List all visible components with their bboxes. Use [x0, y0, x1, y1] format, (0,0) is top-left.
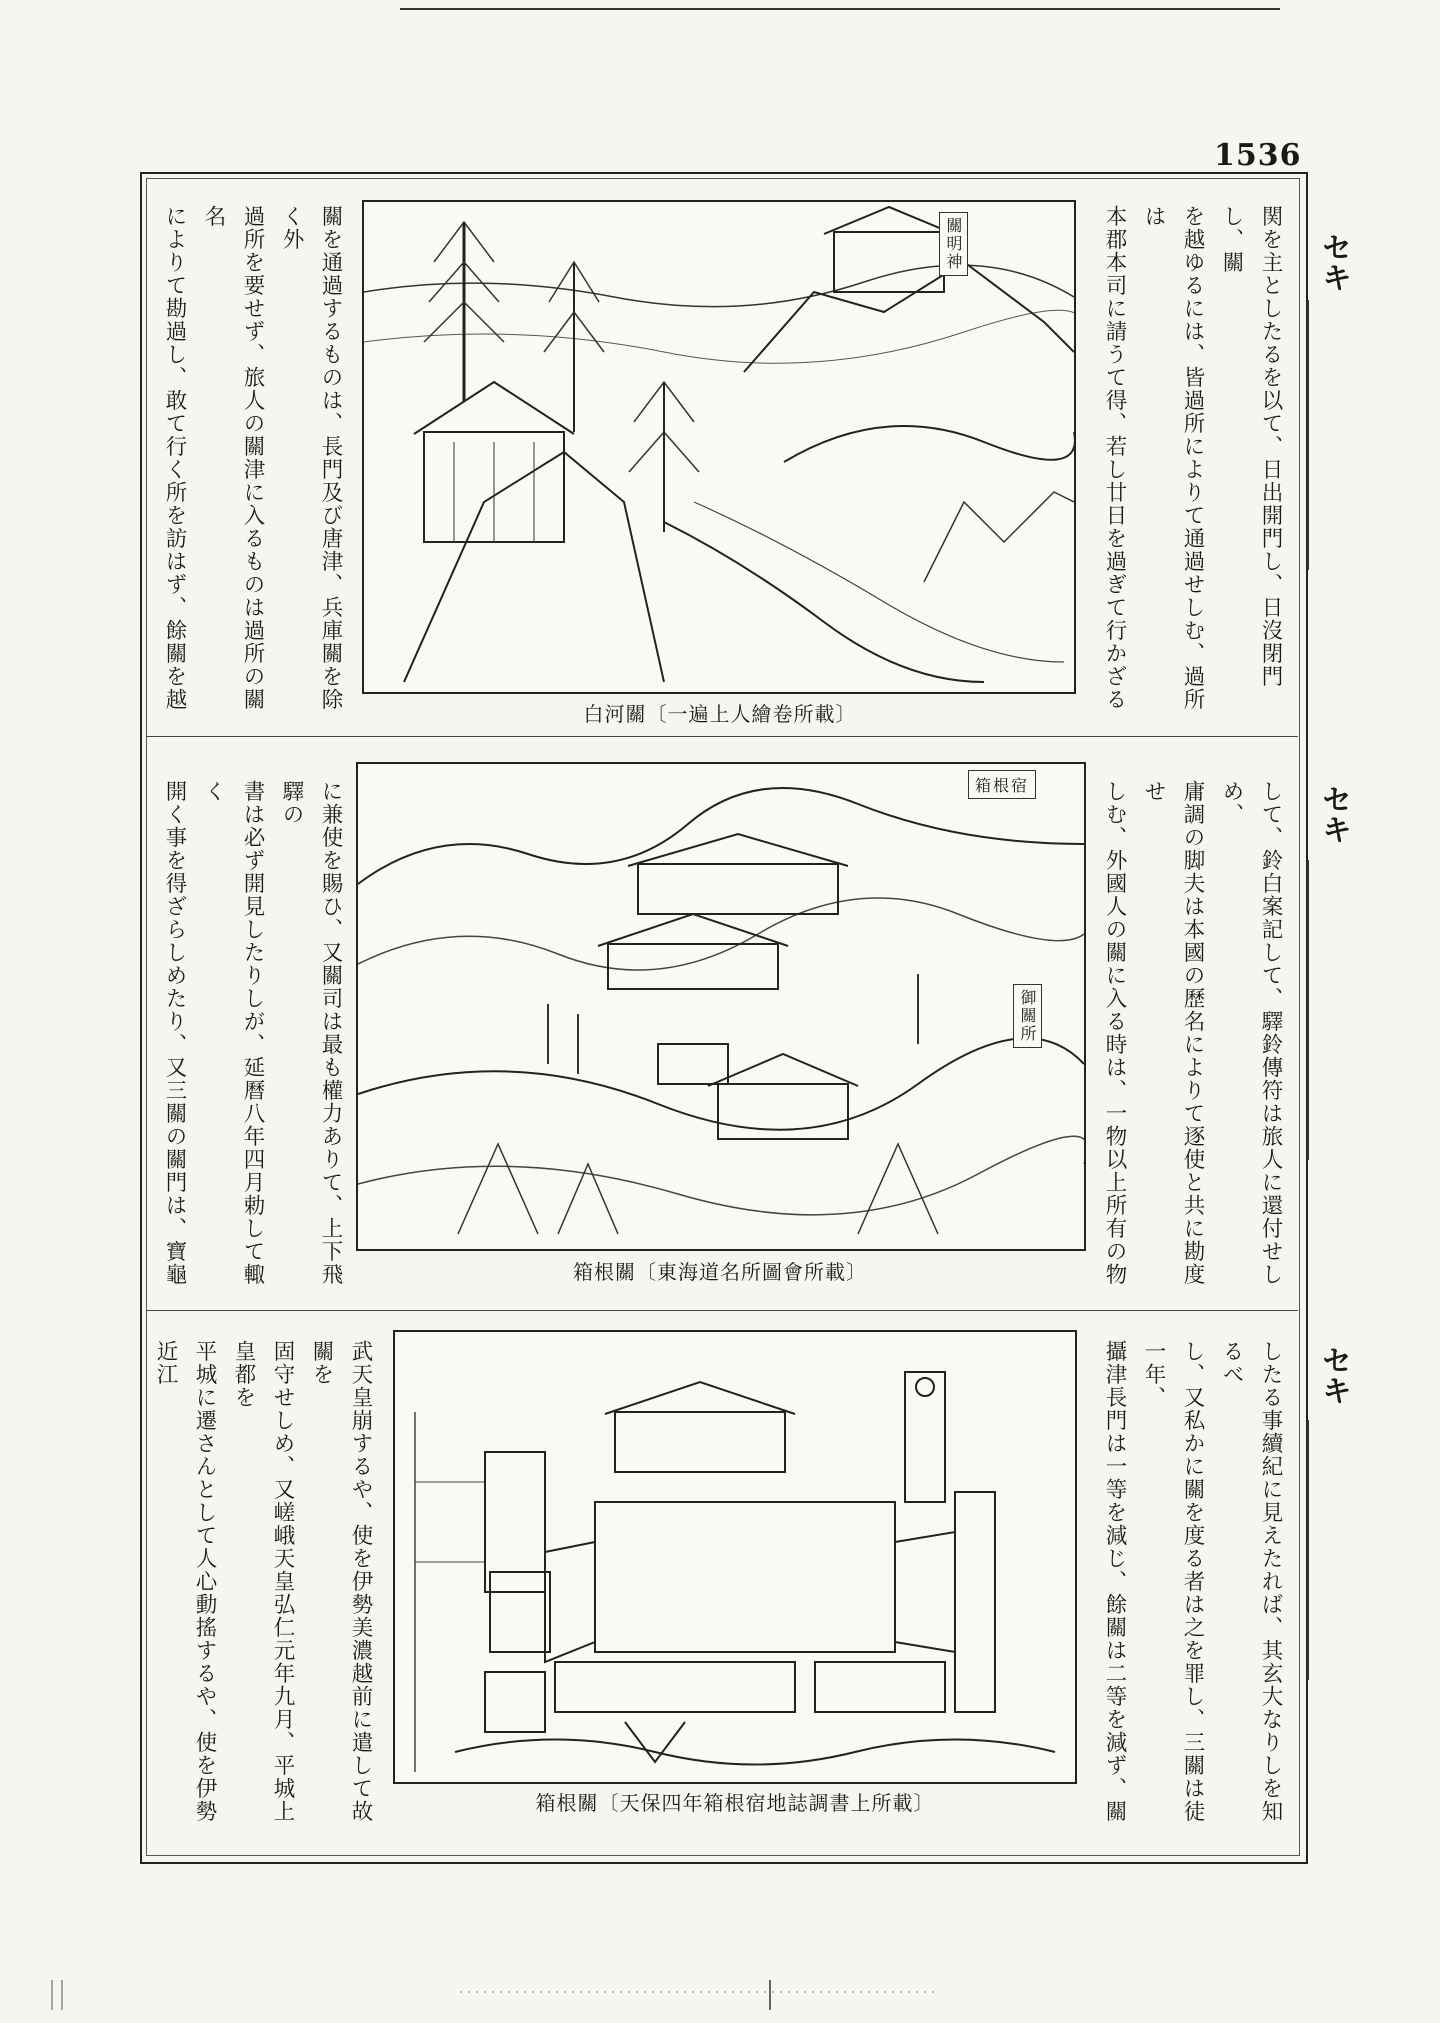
figure-shirakawa-barrier	[362, 200, 1076, 694]
figure-caption: 箱根關〔東海道名所圖會所載〕	[573, 1260, 867, 1284]
side-tab: セキ	[1316, 784, 1351, 844]
text-line: 攝津長門は一等を減じ、餘關は二等を減ず、關	[1102, 1340, 1127, 1823]
text-line: 固守せしめ、又嵯峨天皇弘仁元年九月、平城上皇都を	[231, 1340, 295, 1823]
section2-right-text	[1090, 780, 1290, 1300]
side-tab: セキ	[1316, 1345, 1351, 1405]
side-tab-bar	[1307, 1420, 1309, 1680]
band-divider	[146, 736, 1298, 737]
figure-hakone-barrier-plan	[393, 1330, 1077, 1784]
text-line: し、又私かに關を度る者は之を罪し、三關は徒一年、	[1141, 1340, 1205, 1823]
text-line: しむ、外國人の關に入る時は、一物以上所有の物	[1102, 780, 1127, 1286]
band-divider	[146, 1310, 1298, 1311]
section3-left-text	[150, 1340, 380, 1840]
text-line: したる事續紀に見えたれば、其玄大なりしを知るべ	[1219, 1340, 1283, 1823]
text-line: によりて勘過し、敢て行く所を訪はず、餘關を越	[162, 205, 187, 711]
figure-caption: 箱根關〔天保四年箱根宿地誌調書上所載〕	[535, 1791, 935, 1815]
text-line: 書は必ず開見したりしが、延曆八年四月勅して輙く	[201, 780, 265, 1286]
text-line: して、鈴白案記して、驛鈴傳符は旅人に還付せしめ、	[1219, 780, 1283, 1286]
text-line: を越ゆるには、皆過所によりて通過せしむ、過所は	[1141, 205, 1205, 711]
figure-label: 御關所	[1013, 984, 1042, 1048]
village-illustration	[358, 764, 1084, 1249]
plan-illustration	[395, 1332, 1075, 1782]
text-line: 武天皇崩するや、使を伊勢美濃越前に遣して故關を	[309, 1340, 373, 1823]
text-line: 關を通過するものは、長門及び唐津、兵庫關を除く外	[279, 205, 343, 711]
figure-caption: 白河關〔一遍上人繪卷所載〕	[583, 702, 857, 726]
page-number: 1536	[1214, 138, 1302, 173]
side-tab: セキ	[1316, 232, 1351, 292]
figure-hakone-barrier-meisho	[356, 762, 1086, 1251]
section3-right-text	[1090, 1340, 1290, 1840]
text-line: に兼使を賜ひ、又關司は最も權力ありて、上下飛驛の	[279, 780, 343, 1286]
text-line: 平城に遷さんとして人心動搖するや、使を伊勢近江	[153, 1340, 217, 1823]
side-tab-bar	[1307, 300, 1309, 570]
section1-left-text	[150, 205, 350, 725]
text-line: 過所を要せず、旅人の關津に入るものは過所の關名	[201, 205, 265, 711]
figure-label: 關明神	[939, 212, 968, 276]
text-line: 庸調の脚夫は本國の歷名によりて逐使と共に勘度せ	[1141, 780, 1205, 1286]
section1-right-text	[1090, 205, 1290, 725]
section2-left-text	[150, 780, 350, 1300]
text-line: 開く事を得ざらしめたり、又三關の關門は、寶龜	[162, 780, 187, 1286]
top-rule	[400, 8, 1280, 10]
figure-label: 箱根宿	[968, 770, 1036, 799]
text-line: 本郡本司に請うて得、若し廿日を過ぎて行かざる	[1102, 205, 1127, 711]
side-tab-bar	[1307, 860, 1309, 1160]
text-line: 関を主としたるを以て、日出開門し、日沒閉門し、關	[1219, 205, 1283, 688]
bottom-scan-marks	[40, 1980, 1140, 2010]
